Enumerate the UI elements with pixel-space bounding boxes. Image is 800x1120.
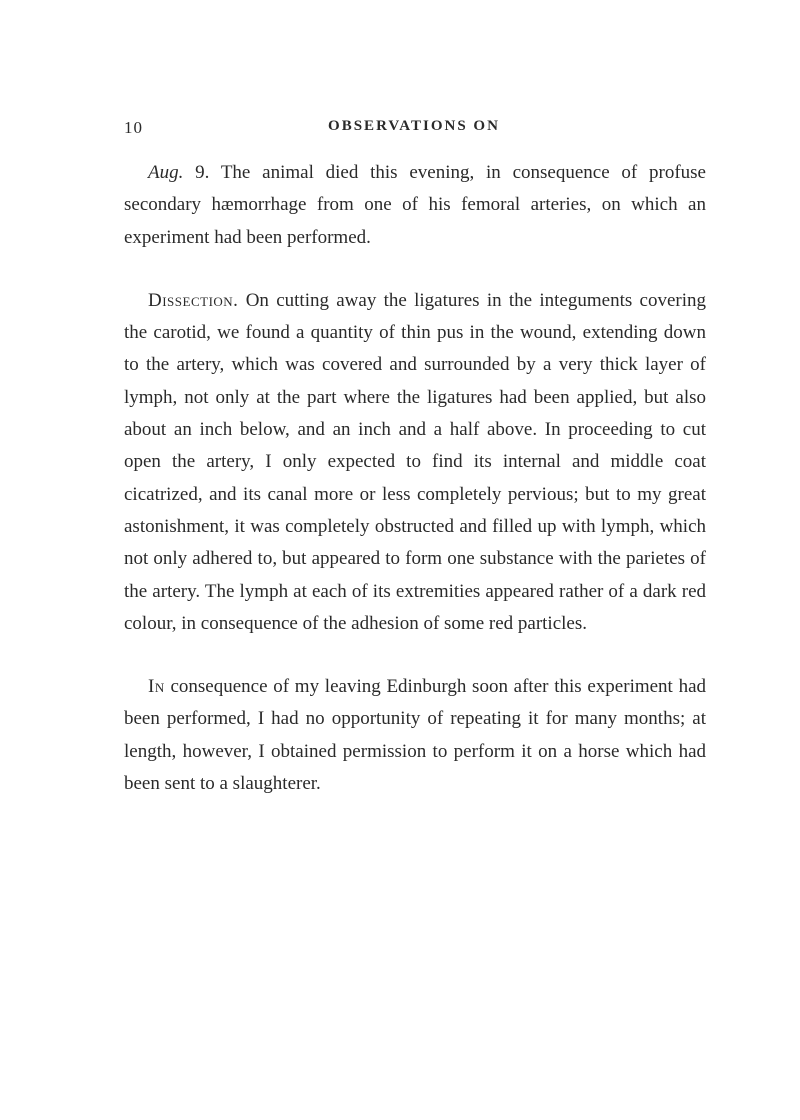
paragraph-dissection (124, 285, 706, 640)
running-head (124, 118, 704, 142)
section-lead: Dissection. (148, 289, 239, 311)
section-lead: In (148, 676, 165, 698)
paragraph-aug-9 (124, 157, 706, 254)
body-text (124, 157, 706, 800)
paragraph-text: On cutting away the ligatures in the integuments covering the carotid, we found a quantity of thin pus in the wound, extending down to the artery, which was covered and surrounded by a very thick layer of lymph, not only at the part where the ligatures had been applied, but also about an inch below, and an inch and a half above. In proceeding to cut open the artery, I only expected to find its internal and middle coat cicatrized, and its canal more or less completely pervious; but to my great astonishment, it was completely obstructed and filled up with lymph, which not only adhered to, but appeared to form one substance with the parietes of the artery. The lymph at each of its extremities appeared rather of a dark red colour, in consequence of the adhesion of some red particles. (124, 289, 706, 634)
date-lead: Aug. (148, 162, 184, 183)
paragraph-consequence (124, 671, 706, 800)
paragraph-text: consequence of my leaving Edinburgh soon after this experiment had been performed, I had no opportunity of repeating it for many months; at length, however, I obtained permission to perform it on a horse which had been sent to a slaughterer. (124, 676, 706, 795)
page-number: 10 (124, 118, 143, 137)
running-title: OBSERVATIONS ON (328, 118, 500, 134)
paragraph-text: 9. The animal died this evening, in consequence of profuse secondary hæmorrhage from one of his femoral arteries, on which an experiment had been performed. (124, 162, 706, 248)
